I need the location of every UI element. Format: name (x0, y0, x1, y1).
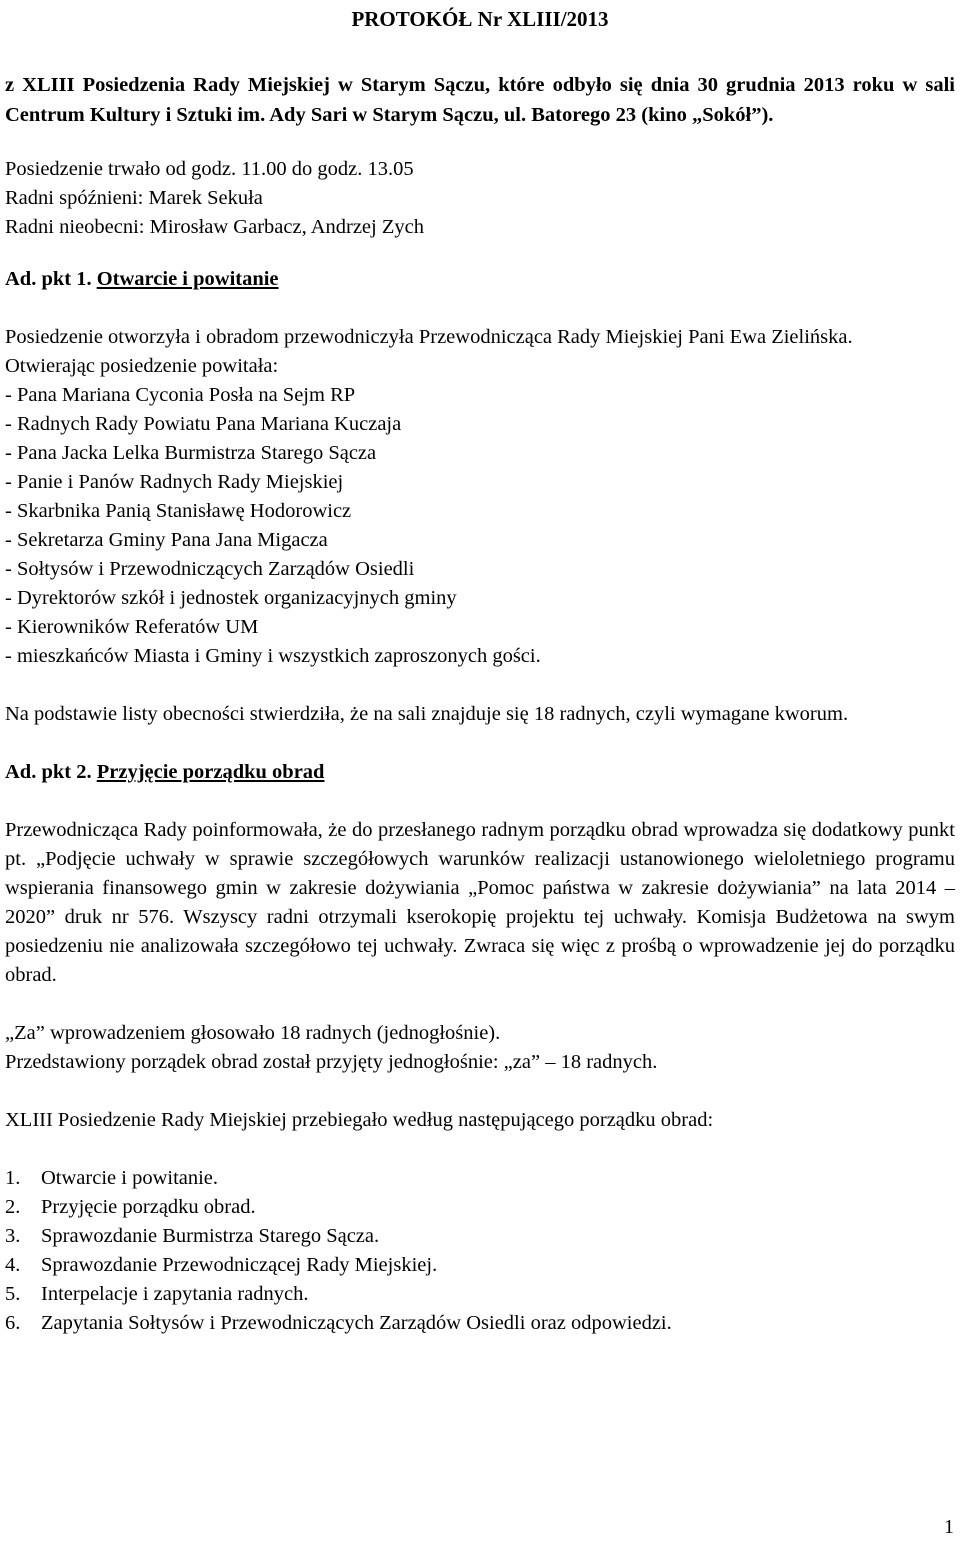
section1-title: Otwarcie i powitanie (96, 268, 279, 290)
spacer (5, 671, 955, 700)
absent-councillors: Radni nieobecni: Mirosław Garbacz, Andrzej Zych (5, 216, 424, 238)
list-item: - Dyrektorów szkół i jednostek organizacyjnych gminy (5, 587, 457, 609)
list-item: - mieszkańców Miasta i Gminy i wszystkich zaproszonych gości. (5, 645, 541, 667)
vote-result-1: „Za” wprowadzeniem głosowało 18 radnych (jednogłośnie). (5, 1022, 501, 1044)
document-title: PROTOKÓŁ Nr XLIII/2013 (351, 7, 609, 31)
list-item: - Skarbnika Panią Stanisławę Hodorowicz (5, 500, 352, 522)
late-councillors: Radni spóźnieni: Marek Sekuła (5, 187, 263, 209)
list-item: - Pana Mariana Cyconia Posła na Sejm RP (5, 384, 356, 406)
spacer (5, 242, 955, 265)
agenda-item (5, 1222, 955, 1251)
list-item: - Pana Jacka Lelka Burmistrza Starego Sącza (5, 442, 377, 464)
list-item: - Radnych Rady Powiatu Pana Mariana Kuczaja (5, 413, 402, 435)
spacer (5, 1135, 955, 1164)
agenda-item-text: Otwarcie i powitanie. (41, 1167, 219, 1189)
list-item: - Sekretarza Gminy Pana Jana Migacza (5, 529, 328, 551)
vote-result-2: Przedstawiony porządek obrad został przyjęty jednogłośnie: „za” – 18 radnych. (5, 1051, 658, 1073)
spacer (5, 729, 955, 758)
spacer (5, 130, 955, 155)
spacer (5, 787, 955, 816)
greeting-intro: Otwierając posiedzenie powitała: (5, 355, 279, 377)
agenda-list (5, 1164, 955, 1338)
section2-title: Przyjęcie porządku obrad (96, 761, 325, 783)
meeting-duration: Posiedzenie trwało od godz. 11.00 do godz. 13.05 (5, 158, 414, 180)
agenda-item (5, 1309, 955, 1338)
spacer (5, 1077, 955, 1106)
document-page (5, 0, 955, 1338)
agenda-item-number: 4. (5, 1254, 21, 1276)
section1-prefix: Ad. pkt 1. (5, 268, 92, 290)
agenda-item-text: Zapytania Sołtysów i Przewodniczących Zarządów Osiedli oraz odpowiedzi. (41, 1312, 672, 1334)
agenda-item (5, 1193, 955, 1222)
agenda-item-text: Sprawozdanie Burmistrza Starego Sącza. (41, 1225, 380, 1247)
agenda-item-number: 6. (5, 1312, 21, 1334)
agenda-item-number: 5. (5, 1283, 21, 1305)
agenda-item (5, 1280, 955, 1309)
page-number: 1 (944, 1516, 954, 1538)
agenda-item-number: 1. (5, 1167, 21, 1189)
opening-paragraph: Posiedzenie otworzyła i obradom przewodniczyła Przewodnicząca Rady Miejskiej Pani Ewa Zielińska. (5, 326, 853, 348)
spacer (5, 990, 955, 1019)
agenda-intro: XLIII Posiedzenie Rady Miejskiej przebiegało według następującego porządku obrad: (5, 1109, 714, 1131)
agenda-item-text: Sprawozdanie Przewodniczącej Rady Miejskiej. (41, 1254, 438, 1276)
agenda-item-number: 3. (5, 1225, 21, 1247)
list-item: - Panie i Panów Radnych Rady Miejskiej (5, 471, 344, 493)
agenda-item (5, 1251, 955, 1280)
agenda-item-number: 2. (5, 1196, 21, 1218)
list-item: - Kierowników Referatów UM (5, 616, 259, 638)
section1-heading (5, 265, 955, 294)
agenda-item-text: Interpelacje i zapytania radnych. (41, 1283, 309, 1305)
section2-heading (5, 758, 955, 787)
quorum-paragraph: Na podstawie listy obecności stwierdziła, że na sali znajduje się 18 radnych, czyli wymagane kworum. (5, 703, 849, 725)
intro-paragraph: z XLIII Posiedzenia Rady Miejskiej w Starym Sączu, które odbyło się dnia 30 grudnia 2013 roku w sali Centrum Kultury i Sztuki im. Ady Sari w Starym Sączu, ul. Batorego 23 (kino „Sokół”). (5, 74, 955, 126)
section2-prefix: Ad. pkt 2. (5, 761, 92, 783)
agenda-item-text: Przyjęcie porządku obrad. (41, 1196, 256, 1218)
greetings-list (5, 381, 955, 671)
agenda-item (5, 1164, 955, 1193)
spacer (5, 294, 955, 323)
agenda-change-paragraph: Przewodnicząca Rady poinformowała, że do przesłanego radnym porządku obrad wprowadza się dodatkowy punkt pt. „Podjęcie uchwały w sprawie szczegółowych warunków realizacji ustanowionego wieloletniego programu wspierania finansowego gmin w zakresie dożywiania „Pomoc państwa w zakresie dożywiania” na lata 2014 – 2020” druk nr 576. Wszyscy radni otrzymali kserokopię projektu tej uchwały. Komisja Budżetowa na swym posiedzeniu nie analizowała szczegółowo tej uchwały. Zwraca się więc z prośbą o wprowadzenie jej do porządku obrad. (5, 819, 955, 986)
list-item: - Sołtysów i Przewodniczących Zarządów Osiedli (5, 558, 415, 580)
